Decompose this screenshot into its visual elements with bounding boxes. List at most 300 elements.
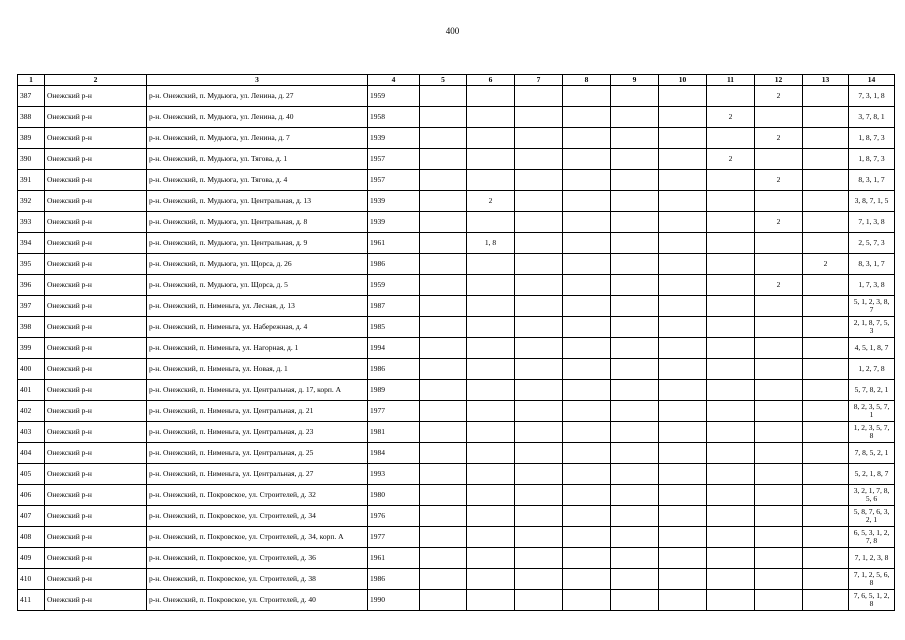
cell-col-8 xyxy=(563,107,611,128)
column-header-2: 2 xyxy=(45,75,147,86)
cell-col-11 xyxy=(707,128,755,149)
cell-row-number: 401 xyxy=(18,380,45,401)
cell-col-11 xyxy=(707,317,755,338)
cell-col-5 xyxy=(420,359,467,380)
table-row xyxy=(18,338,895,359)
cell-address: р-н. Онежский, п. Нименьга, ул. Новая, д. 1 xyxy=(147,359,368,380)
cell-col-6 xyxy=(467,107,515,128)
cell-address: р-н. Онежский, п. Нименьга, ул. Центральная, д. 21 xyxy=(147,401,368,422)
cell-col-9 xyxy=(611,317,659,338)
cell-col-9 xyxy=(611,233,659,254)
cell-col-9 xyxy=(611,191,659,212)
cell-col-13 xyxy=(803,548,849,569)
cell-col-6: 2 xyxy=(467,191,515,212)
cell-col-10 xyxy=(659,149,707,170)
cell-col-5 xyxy=(420,233,467,254)
cell-col-14: 1, 2, 3, 5, 7, 8 xyxy=(849,422,895,443)
cell-district: Онежский р-н xyxy=(45,569,147,590)
cell-district: Онежский р-н xyxy=(45,107,147,128)
cell-col-6 xyxy=(467,506,515,527)
cell-col-7 xyxy=(515,86,563,107)
cell-col-10 xyxy=(659,506,707,527)
table-header-row xyxy=(18,75,895,86)
table-row xyxy=(18,506,895,527)
cell-col-8 xyxy=(563,233,611,254)
cell-col-8 xyxy=(563,527,611,548)
column-header-12: 12 xyxy=(755,75,803,86)
table-row xyxy=(18,527,895,548)
cell-col-6 xyxy=(467,359,515,380)
cell-col-6 xyxy=(467,590,515,611)
cell-year: 1989 xyxy=(368,380,420,401)
cell-col-10 xyxy=(659,86,707,107)
cell-col-7 xyxy=(515,107,563,128)
table-row xyxy=(18,464,895,485)
cell-col-14: 8, 2, 3, 5, 7, 1 xyxy=(849,401,895,422)
cell-col-5 xyxy=(420,422,467,443)
cell-col-14: 1, 8, 7, 3 xyxy=(849,149,895,170)
cell-col-12 xyxy=(755,254,803,275)
cell-col-13: 2 xyxy=(803,254,849,275)
cell-col-12 xyxy=(755,548,803,569)
cell-col-5 xyxy=(420,191,467,212)
cell-col-8 xyxy=(563,254,611,275)
cell-col-13 xyxy=(803,149,849,170)
cell-col-7 xyxy=(515,338,563,359)
cell-year: 1959 xyxy=(368,86,420,107)
cell-col-9 xyxy=(611,170,659,191)
cell-col-6 xyxy=(467,422,515,443)
cell-col-5 xyxy=(420,485,467,506)
cell-col-6 xyxy=(467,275,515,296)
cell-col-11 xyxy=(707,86,755,107)
cell-year: 1993 xyxy=(368,464,420,485)
cell-col-11 xyxy=(707,485,755,506)
cell-col-8 xyxy=(563,170,611,191)
cell-col-13 xyxy=(803,86,849,107)
cell-district: Онежский р-н xyxy=(45,191,147,212)
cell-col-12 xyxy=(755,569,803,590)
cell-col-11 xyxy=(707,527,755,548)
cell-col-8 xyxy=(563,359,611,380)
cell-year: 1976 xyxy=(368,506,420,527)
cell-address: р-н. Онежский, п. Мудьюга, ул. Тягова, д. 4 xyxy=(147,170,368,191)
cell-col-10 xyxy=(659,569,707,590)
column-header-10: 10 xyxy=(659,75,707,86)
cell-col-14: 3, 7, 8, 1 xyxy=(849,107,895,128)
cell-district: Онежский р-н xyxy=(45,338,147,359)
cell-col-11 xyxy=(707,359,755,380)
cell-col-7 xyxy=(515,317,563,338)
cell-row-number: 404 xyxy=(18,443,45,464)
table-row xyxy=(18,107,895,128)
cell-year: 1994 xyxy=(368,338,420,359)
cell-col-11 xyxy=(707,170,755,191)
cell-district: Онежский р-н xyxy=(45,359,147,380)
cell-row-number: 406 xyxy=(18,485,45,506)
cell-year: 1986 xyxy=(368,254,420,275)
cell-col-5 xyxy=(420,149,467,170)
cell-col-9 xyxy=(611,296,659,317)
cell-col-7 xyxy=(515,401,563,422)
cell-col-7 xyxy=(515,128,563,149)
cell-col-12 xyxy=(755,359,803,380)
cell-col-12: 2 xyxy=(755,275,803,296)
cell-col-6 xyxy=(467,212,515,233)
cell-col-14: 2, 1, 8, 7, 5, 3 xyxy=(849,317,895,338)
cell-year: 1957 xyxy=(368,170,420,191)
cell-col-13 xyxy=(803,275,849,296)
cell-year: 1987 xyxy=(368,296,420,317)
cell-col-11 xyxy=(707,569,755,590)
cell-col-14: 7, 8, 5, 2, 1 xyxy=(849,443,895,464)
cell-year: 1961 xyxy=(368,548,420,569)
cell-col-13 xyxy=(803,464,849,485)
cell-col-11: 2 xyxy=(707,107,755,128)
table-row xyxy=(18,212,895,233)
column-header-7: 7 xyxy=(515,75,563,86)
cell-col-10 xyxy=(659,191,707,212)
cell-col-12 xyxy=(755,506,803,527)
cell-col-8 xyxy=(563,506,611,527)
cell-col-7 xyxy=(515,212,563,233)
cell-col-14: 5, 2, 1, 8, 7 xyxy=(849,464,895,485)
cell-col-10 xyxy=(659,296,707,317)
cell-address: р-н. Онежский, п. Нименьга, ул. Центральная, д. 23 xyxy=(147,422,368,443)
cell-col-13 xyxy=(803,422,849,443)
cell-col-6 xyxy=(467,380,515,401)
cell-year: 1939 xyxy=(368,128,420,149)
cell-address: р-н. Онежский, п. Покровское, ул. Строителей, д. 32 xyxy=(147,485,368,506)
cell-col-8 xyxy=(563,464,611,485)
cell-district: Онежский р-н xyxy=(45,464,147,485)
cell-col-6 xyxy=(467,128,515,149)
cell-address: р-н. Онежский, п. Нименьга, ул. Набережная, д. 4 xyxy=(147,317,368,338)
cell-col-6 xyxy=(467,548,515,569)
cell-col-12 xyxy=(755,443,803,464)
cell-col-12 xyxy=(755,149,803,170)
cell-address: р-н. Онежский, п. Мудьюга, ул. Ленина, д. 7 xyxy=(147,128,368,149)
cell-col-10 xyxy=(659,275,707,296)
cell-address: р-н. Онежский, п. Мудьюга, ул. Центральная, д. 9 xyxy=(147,233,368,254)
cell-col-6 xyxy=(467,86,515,107)
cell-col-5 xyxy=(420,380,467,401)
cell-col-12 xyxy=(755,401,803,422)
cell-col-14: 8, 3, 1, 7 xyxy=(849,170,895,191)
cell-col-10 xyxy=(659,401,707,422)
column-header-8: 8 xyxy=(563,75,611,86)
cell-col-7 xyxy=(515,569,563,590)
cell-row-number: 407 xyxy=(18,506,45,527)
table-row xyxy=(18,317,895,338)
cell-year: 1959 xyxy=(368,275,420,296)
cell-col-7 xyxy=(515,443,563,464)
cell-row-number: 405 xyxy=(18,464,45,485)
cell-address: р-н. Онежский, п. Покровское, ул. Строителей, д. 34 xyxy=(147,506,368,527)
cell-col-10 xyxy=(659,170,707,191)
cell-district: Онежский р-н xyxy=(45,401,147,422)
cell-col-14: 7, 1, 2, 5, 6, 8 xyxy=(849,569,895,590)
cell-col-12: 2 xyxy=(755,86,803,107)
cell-col-9 xyxy=(611,212,659,233)
cell-address: р-н. Онежский, п. Нименьга, ул. Нагорная, д. 1 xyxy=(147,338,368,359)
cell-col-11 xyxy=(707,464,755,485)
cell-col-5 xyxy=(420,548,467,569)
cell-col-13 xyxy=(803,506,849,527)
page-number: 400 xyxy=(445,26,460,36)
cell-col-8 xyxy=(563,380,611,401)
cell-col-13 xyxy=(803,359,849,380)
cell-col-9 xyxy=(611,107,659,128)
cell-year: 1986 xyxy=(368,569,420,590)
cell-col-14: 7, 6, 5, 1, 2, 8 xyxy=(849,590,895,611)
table-row xyxy=(18,296,895,317)
cell-col-11 xyxy=(707,401,755,422)
cell-col-9 xyxy=(611,149,659,170)
cell-col-8 xyxy=(563,317,611,338)
cell-row-number: 397 xyxy=(18,296,45,317)
cell-col-6 xyxy=(467,569,515,590)
cell-col-12 xyxy=(755,527,803,548)
cell-col-10 xyxy=(659,380,707,401)
housing-registry-table xyxy=(17,74,895,611)
cell-col-5 xyxy=(420,107,467,128)
table-row xyxy=(18,422,895,443)
cell-col-13 xyxy=(803,317,849,338)
cell-district: Онежский р-н xyxy=(45,317,147,338)
cell-col-13 xyxy=(803,443,849,464)
cell-col-13 xyxy=(803,170,849,191)
cell-col-11 xyxy=(707,338,755,359)
cell-col-14: 3, 8, 7, 1, 5 xyxy=(849,191,895,212)
cell-year: 1980 xyxy=(368,485,420,506)
table-row xyxy=(18,128,895,149)
cell-col-13 xyxy=(803,233,849,254)
cell-district: Онежский р-н xyxy=(45,590,147,611)
cell-district: Онежский р-н xyxy=(45,170,147,191)
cell-row-number: 394 xyxy=(18,233,45,254)
cell-col-12: 2 xyxy=(755,170,803,191)
cell-col-8 xyxy=(563,548,611,569)
cell-col-8 xyxy=(563,401,611,422)
cell-col-9 xyxy=(611,485,659,506)
column-header-13: 13 xyxy=(803,75,849,86)
cell-row-number: 390 xyxy=(18,149,45,170)
cell-col-8 xyxy=(563,296,611,317)
cell-col-6 xyxy=(467,527,515,548)
cell-col-9 xyxy=(611,464,659,485)
cell-col-6 xyxy=(467,170,515,191)
cell-row-number: 411 xyxy=(18,590,45,611)
cell-col-12: 2 xyxy=(755,128,803,149)
cell-col-7 xyxy=(515,527,563,548)
cell-district: Онежский р-н xyxy=(45,296,147,317)
cell-col-7 xyxy=(515,464,563,485)
cell-col-5 xyxy=(420,527,467,548)
cell-year: 1977 xyxy=(368,527,420,548)
cell-col-11 xyxy=(707,296,755,317)
cell-col-11 xyxy=(707,191,755,212)
column-header-9: 9 xyxy=(611,75,659,86)
cell-row-number: 400 xyxy=(18,359,45,380)
cell-col-14: 5, 8, 7, 6, 3, 2, 1 xyxy=(849,506,895,527)
cell-col-5 xyxy=(420,569,467,590)
table-row xyxy=(18,359,895,380)
cell-col-5 xyxy=(420,254,467,275)
cell-col-11: 2 xyxy=(707,149,755,170)
cell-col-5 xyxy=(420,275,467,296)
cell-col-13 xyxy=(803,128,849,149)
cell-col-13 xyxy=(803,380,849,401)
cell-col-14: 6, 5, 3, 1, 2, 7, 8 xyxy=(849,527,895,548)
cell-col-8 xyxy=(563,212,611,233)
table-row xyxy=(18,170,895,191)
cell-year: 1985 xyxy=(368,317,420,338)
cell-col-14: 8, 3, 1, 7 xyxy=(849,254,895,275)
cell-col-9 xyxy=(611,569,659,590)
table-row xyxy=(18,191,895,212)
cell-col-14: 1, 2, 7, 8 xyxy=(849,359,895,380)
cell-address: р-н. Онежский, п. Покровское, ул. Строителей, д. 38 xyxy=(147,569,368,590)
cell-col-14: 2, 5, 7, 3 xyxy=(849,233,895,254)
cell-col-10 xyxy=(659,590,707,611)
cell-year: 1977 xyxy=(368,401,420,422)
cell-address: р-н. Онежский, п. Мудьюга, ул. Ленина, д. 27 xyxy=(147,86,368,107)
table-body xyxy=(18,86,895,611)
cell-col-8 xyxy=(563,86,611,107)
cell-col-14: 7, 1, 2, 3, 8 xyxy=(849,548,895,569)
cell-col-9 xyxy=(611,422,659,443)
cell-col-9 xyxy=(611,590,659,611)
cell-col-12: 2 xyxy=(755,212,803,233)
cell-col-10 xyxy=(659,212,707,233)
column-header-5: 5 xyxy=(420,75,467,86)
cell-col-5 xyxy=(420,128,467,149)
cell-row-number: 393 xyxy=(18,212,45,233)
cell-col-12 xyxy=(755,191,803,212)
cell-district: Онежский р-н xyxy=(45,506,147,527)
cell-address: р-н. Онежский, п. Мудьюга, ул. Тягова, д. 1 xyxy=(147,149,368,170)
cell-col-7 xyxy=(515,506,563,527)
cell-col-12 xyxy=(755,464,803,485)
cell-col-10 xyxy=(659,464,707,485)
cell-col-10 xyxy=(659,317,707,338)
cell-col-12 xyxy=(755,233,803,254)
cell-col-14: 5, 1, 2, 3, 8, 7 xyxy=(849,296,895,317)
table-row xyxy=(18,254,895,275)
cell-address: р-н. Онежский, п. Покровское, ул. Строителей, д. 40 xyxy=(147,590,368,611)
cell-col-14: 5, 7, 8, 2, 1 xyxy=(849,380,895,401)
table-row xyxy=(18,149,895,170)
cell-col-12 xyxy=(755,296,803,317)
cell-col-6 xyxy=(467,149,515,170)
cell-district: Онежский р-н xyxy=(45,86,147,107)
cell-col-8 xyxy=(563,149,611,170)
cell-col-10 xyxy=(659,485,707,506)
cell-col-11 xyxy=(707,380,755,401)
cell-district: Онежский р-н xyxy=(45,254,147,275)
cell-address: р-н. Онежский, п. Мудьюга, ул. Щорса, д. 5 xyxy=(147,275,368,296)
cell-col-6 xyxy=(467,443,515,464)
cell-col-7 xyxy=(515,233,563,254)
column-header-11: 11 xyxy=(707,75,755,86)
cell-row-number: 399 xyxy=(18,338,45,359)
cell-col-7 xyxy=(515,275,563,296)
cell-year: 1986 xyxy=(368,359,420,380)
cell-col-7 xyxy=(515,422,563,443)
cell-district: Онежский р-н xyxy=(45,443,147,464)
cell-col-7 xyxy=(515,170,563,191)
cell-col-14: 4, 5, 1, 8, 7 xyxy=(849,338,895,359)
table-row xyxy=(18,485,895,506)
cell-year: 1984 xyxy=(368,443,420,464)
cell-address: р-н. Онежский, п. Нименьга, ул. Лесная, д. 13 xyxy=(147,296,368,317)
cell-col-11 xyxy=(707,548,755,569)
cell-row-number: 389 xyxy=(18,128,45,149)
cell-col-9 xyxy=(611,506,659,527)
cell-col-5 xyxy=(420,464,467,485)
cell-district: Онежский р-н xyxy=(45,548,147,569)
table-row xyxy=(18,275,895,296)
cell-col-9 xyxy=(611,401,659,422)
cell-district: Онежский р-н xyxy=(45,233,147,254)
cell-address: р-н. Онежский, п. Мудьюга, ул. Ленина, д. 40 xyxy=(147,107,368,128)
cell-col-6 xyxy=(467,254,515,275)
cell-row-number: 392 xyxy=(18,191,45,212)
cell-row-number: 396 xyxy=(18,275,45,296)
cell-col-9 xyxy=(611,338,659,359)
cell-district: Онежский р-н xyxy=(45,212,147,233)
cell-col-7 xyxy=(515,359,563,380)
table-row xyxy=(18,590,895,611)
cell-col-9 xyxy=(611,380,659,401)
column-header-3: 3 xyxy=(147,75,368,86)
cell-col-13 xyxy=(803,191,849,212)
column-header-1: 1 xyxy=(18,75,45,86)
cell-year: 1961 xyxy=(368,233,420,254)
cell-col-9 xyxy=(611,359,659,380)
cell-year: 1939 xyxy=(368,212,420,233)
cell-col-11 xyxy=(707,212,755,233)
cell-col-5 xyxy=(420,443,467,464)
table-row xyxy=(18,86,895,107)
cell-col-12 xyxy=(755,338,803,359)
cell-col-9 xyxy=(611,254,659,275)
cell-col-10 xyxy=(659,422,707,443)
cell-row-number: 398 xyxy=(18,317,45,338)
cell-col-5 xyxy=(420,170,467,191)
cell-col-6: 1, 8 xyxy=(467,233,515,254)
column-header-4: 4 xyxy=(368,75,420,86)
cell-col-9 xyxy=(611,86,659,107)
cell-col-11 xyxy=(707,443,755,464)
cell-col-12 xyxy=(755,590,803,611)
cell-col-13 xyxy=(803,590,849,611)
cell-row-number: 395 xyxy=(18,254,45,275)
cell-address: р-н. Онежский, п. Нименьга, ул. Центральная, д. 17, корп. А xyxy=(147,380,368,401)
cell-col-6 xyxy=(467,338,515,359)
cell-col-7 xyxy=(515,149,563,170)
cell-district: Онежский р-н xyxy=(45,527,147,548)
cell-col-5 xyxy=(420,212,467,233)
cell-col-5 xyxy=(420,86,467,107)
cell-row-number: 388 xyxy=(18,107,45,128)
cell-col-12 xyxy=(755,422,803,443)
cell-district: Онежский р-н xyxy=(45,275,147,296)
cell-col-5 xyxy=(420,506,467,527)
cell-col-12 xyxy=(755,485,803,506)
cell-year: 1957 xyxy=(368,149,420,170)
